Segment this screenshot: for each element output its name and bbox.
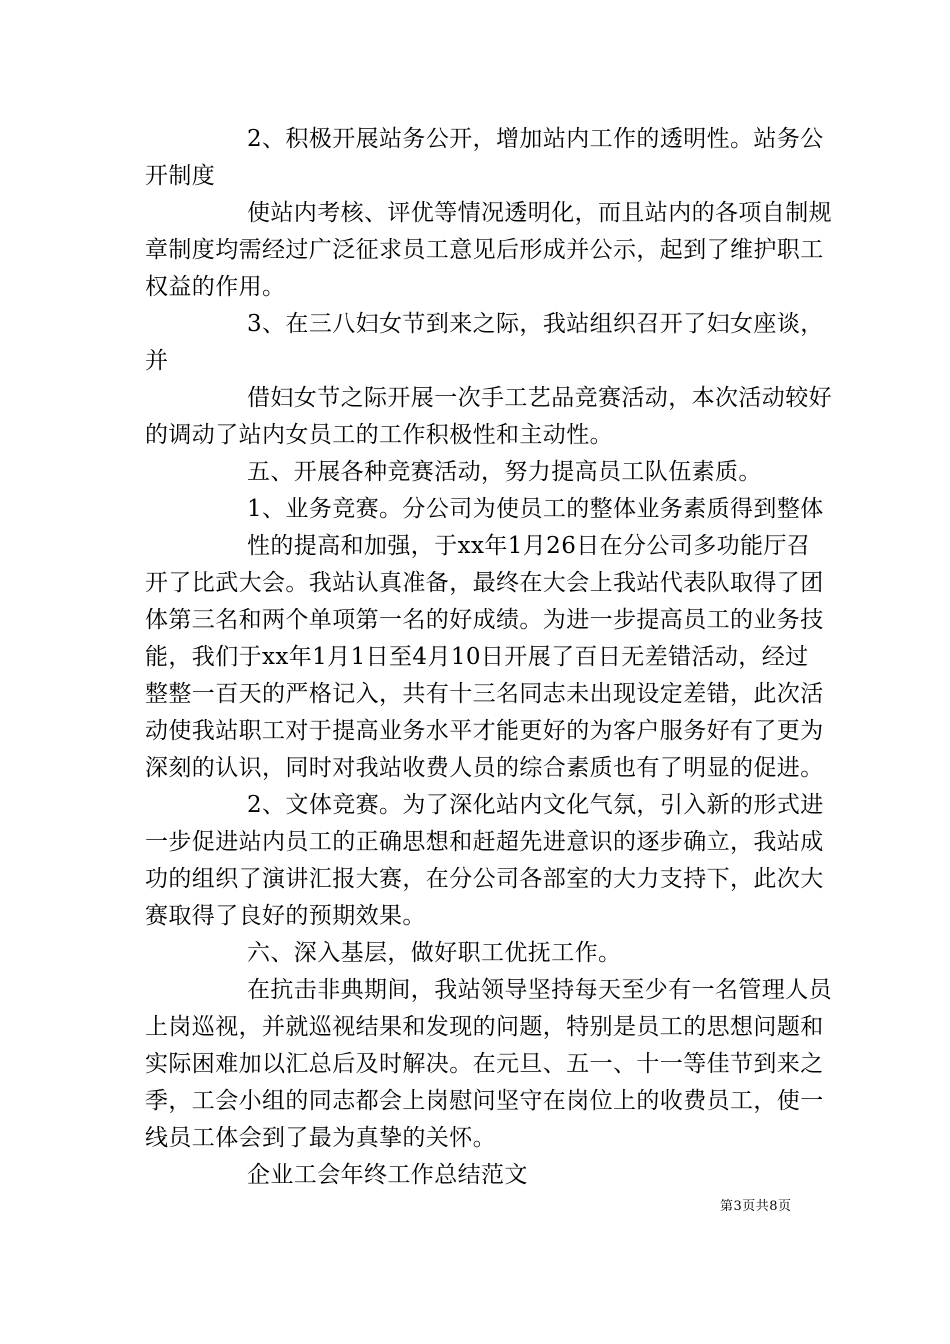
text-line: 章制度均需经过广泛征求员工意见后形成并公示，起到了维护职工 [145, 237, 824, 263]
text-line: 开了比武大会。我站认真准备，最终在大会上我站代表队取得了团 [145, 570, 824, 596]
text-line: 能，我们于xx年1月1日至4月10日开展了百日无差错活动，经过 [145, 644, 809, 670]
text-line: 上岗巡视，并就巡视结果和发现的问题，特别是员工的思想问题和 [145, 1014, 824, 1040]
text-line: 赛取得了良好的预期效果。 [145, 903, 426, 929]
text-line: 权益的作用。 [145, 274, 286, 300]
text-line: 2、积极开展站务公开，增加站内工作的透明性。站务公 [247, 126, 824, 152]
text-line: 开制度 [145, 163, 216, 189]
section-heading: 五、开展各种竞赛活动，努力提高员工队伍素质。 [247, 459, 762, 485]
text-line: 一步促进站内员工的正确思想和赶超先进意识的逐步确立，我站成 [145, 829, 824, 855]
text-line: 并 [145, 348, 169, 374]
text-line: 3、在三八妇女节到来之际，我站组织召开了妇女座谈， [247, 311, 824, 337]
text-line: 季，工会小组的同志都会上岗慰问坚守在岗位上的收费员工，使一 [145, 1088, 824, 1114]
text-line: 1、业务竞赛。分公司为使员工的整体业务素质得到整体 [247, 496, 824, 522]
text-line: 实际困难加以汇总后及时解决。在元旦、五一、十一等佳节到来之 [145, 1051, 824, 1077]
page-indicator: 第3页共8页 [720, 1199, 792, 1214]
text-line: 功的组织了演讲汇报大赛，在分公司各部室的大力支持下，此次大 [145, 866, 824, 892]
text-line: 借妇女节之际开展一次手工艺品竞赛活动，本次活动较好 [247, 385, 832, 411]
text-line: 整整一百天的严格记入，共有十三名同志未出现设定差错，此次活 [145, 681, 824, 707]
text-line: 使站内考核、评优等情况透明化，而且站内的各项自制规 [247, 200, 832, 226]
section-heading: 六、深入基层，做好职工优抚工作。 [247, 940, 622, 966]
text-line: 在抗击非典期间，我站领导坚持每天至少有一名管理人员 [247, 977, 832, 1003]
text-line: 2、文体竞赛。为了深化站内文化气氛，引入新的形式进 [247, 792, 824, 818]
text-line: 动使我站职工对于提高业务水平才能更好的为客户服务好有了更为 [145, 718, 824, 744]
text-line: 深刻的认识，同时对我站收费人员的综合素质也有了明显的促进。 [145, 755, 824, 781]
text-line: 的调动了站内女员工的工作积极性和主动性。 [145, 422, 613, 448]
text-line: 体第三名和两个单项第一名的好成绩。为进一步提高员工的业务技 [145, 607, 824, 633]
text-line: 线员工体会到了最为真挚的关怀。 [145, 1125, 496, 1151]
document-title-line: 企业工会年终工作总结范文 [247, 1162, 528, 1188]
text-line: 性的提高和加强，于xx年1月26日在分公司多功能厅召 [247, 533, 811, 559]
